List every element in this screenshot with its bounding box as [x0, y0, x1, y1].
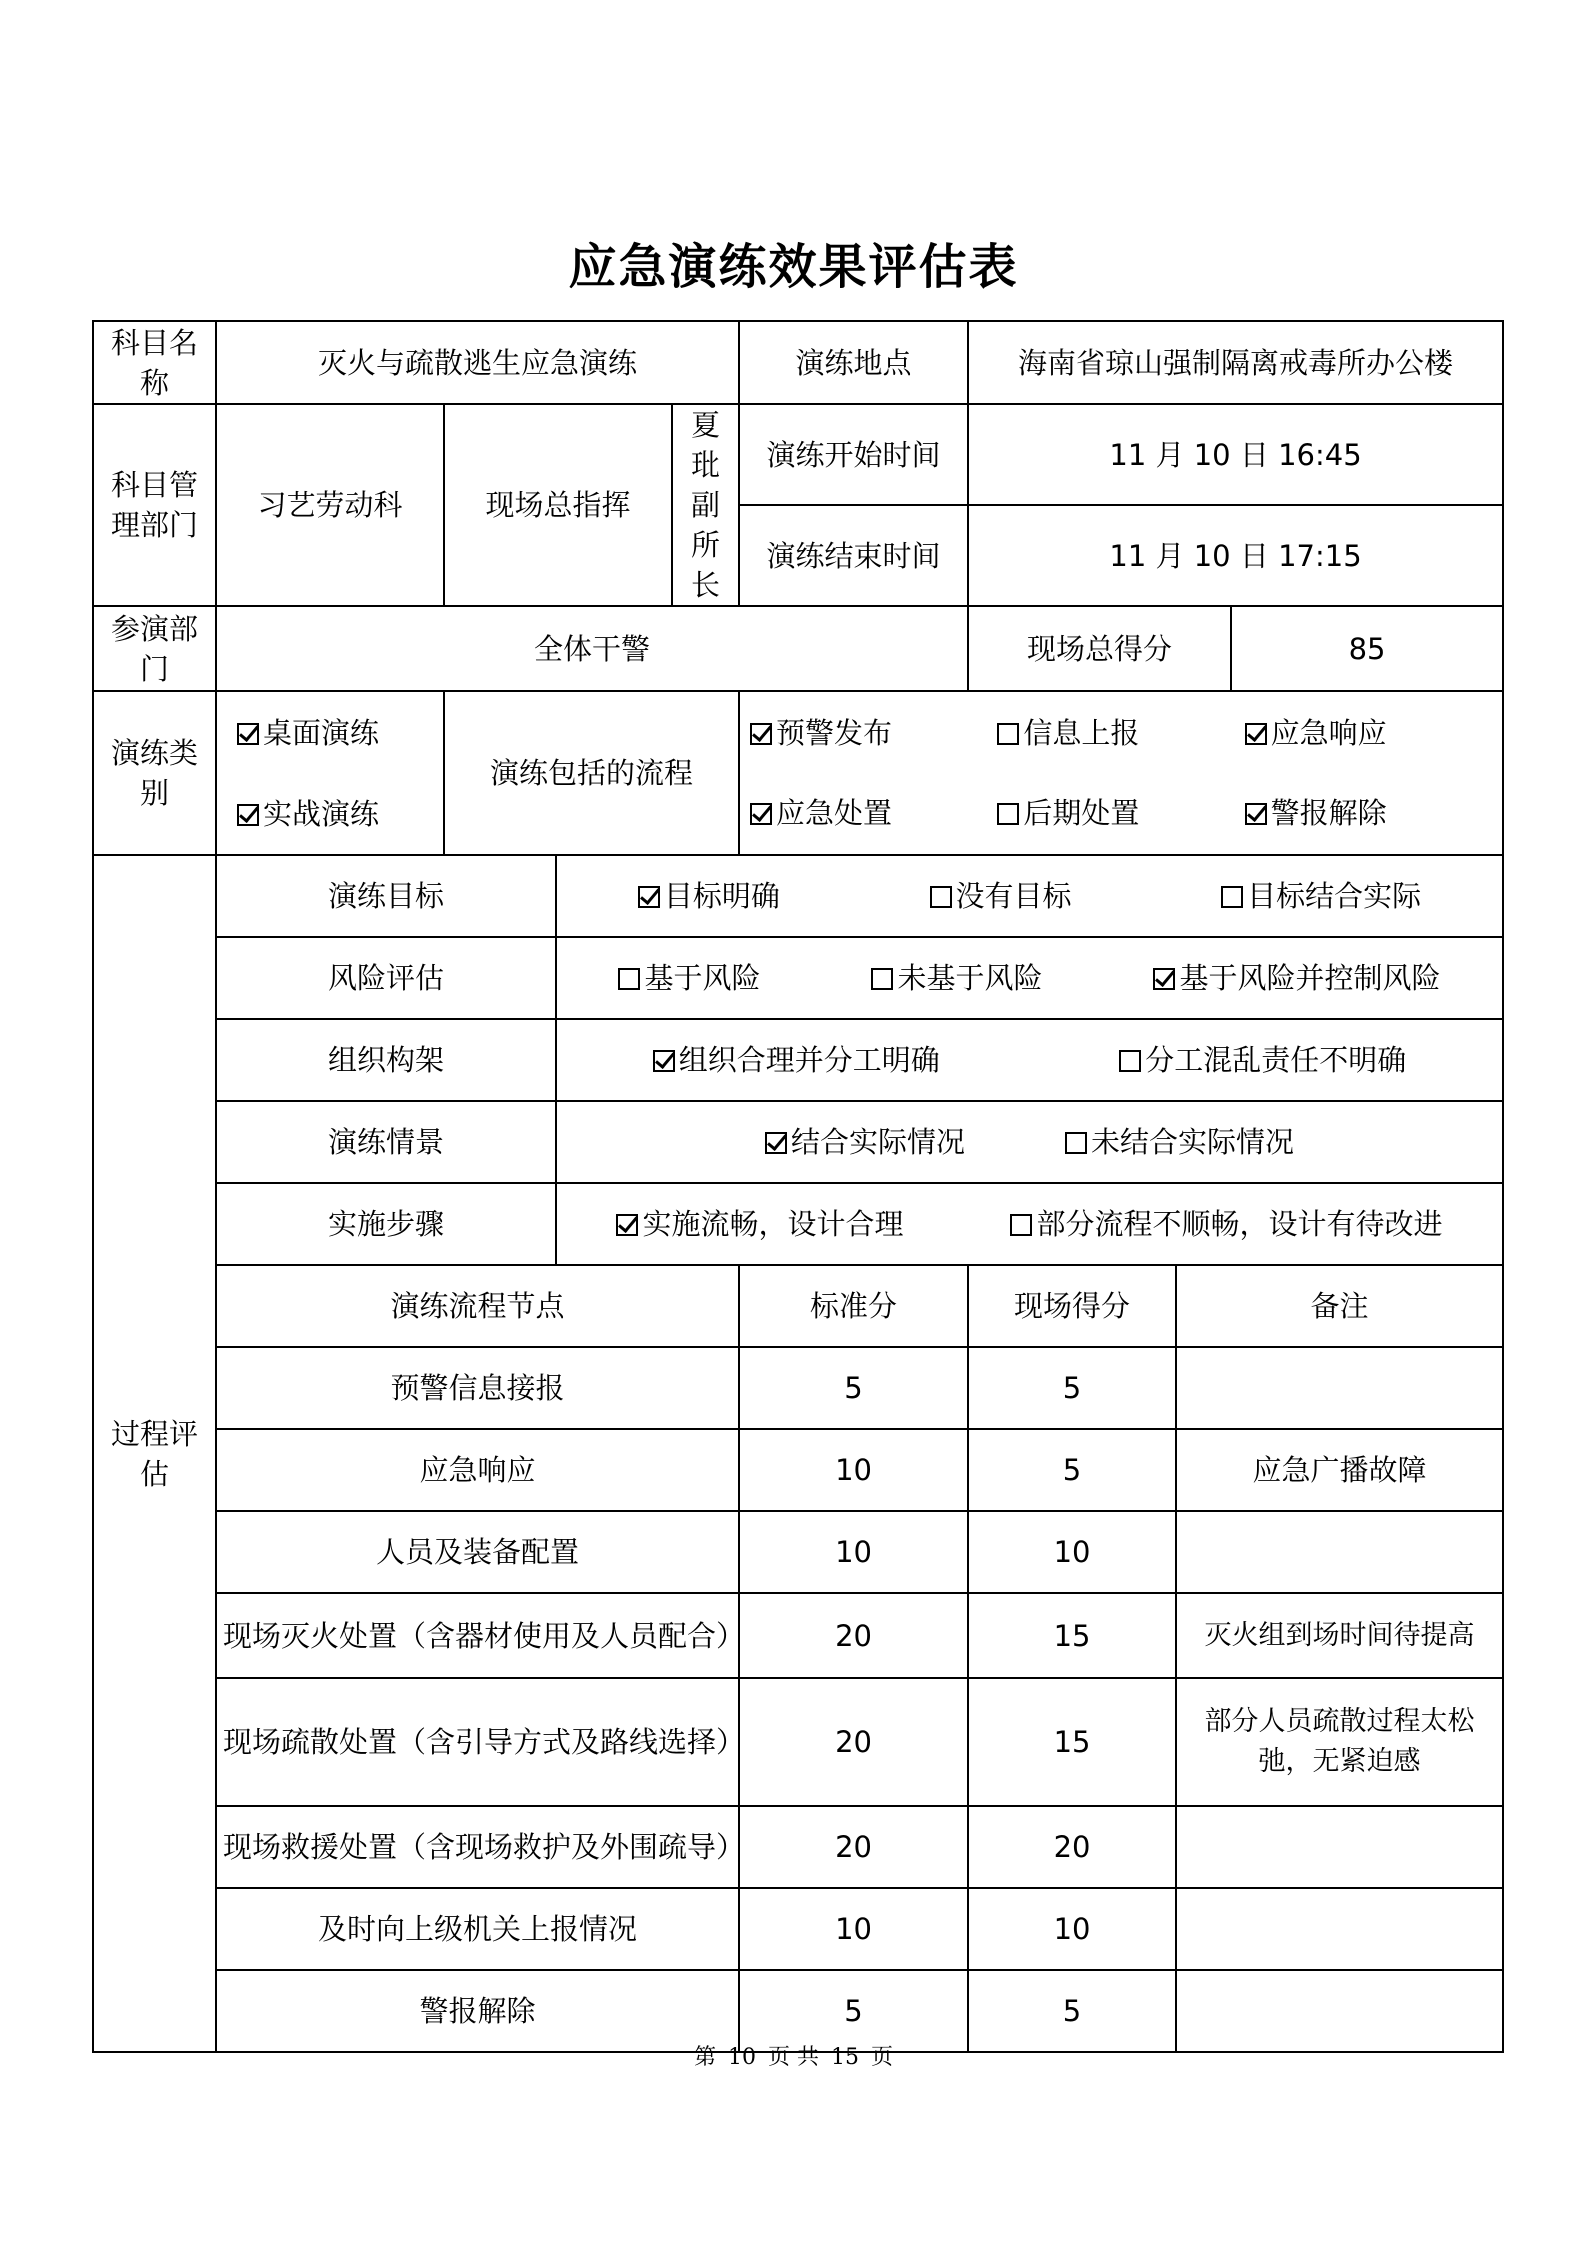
checkbox-icon[interactable] [237, 804, 259, 826]
checkbox-icon[interactable] [237, 723, 259, 745]
process-option[interactable]: 警报解除 [1245, 793, 1492, 833]
score-cell: 15 [968, 1678, 1176, 1806]
standard-cell: 5 [739, 1970, 968, 2052]
page-footer: 第 10 页 共 15 页 [693, 2045, 894, 2070]
score-header-score: 现场得分 [968, 1265, 1176, 1347]
checkbox-icon[interactable] [1245, 723, 1267, 745]
remark-cell [1176, 1347, 1503, 1429]
checkbox-icon[interactable] [1065, 1132, 1087, 1154]
criterion-option[interactable]: 没有目标 [930, 876, 1072, 916]
location-label: 演练地点 [739, 321, 968, 404]
node-cell: 现场救援处置（含现场救护及外围疏导） [216, 1806, 739, 1888]
node-cell: 人员及装备配置 [216, 1511, 739, 1593]
checkbox-icon[interactable] [997, 803, 1019, 825]
standard-cell: 10 [739, 1888, 968, 1970]
criterion-option[interactable]: 分工混乱责任不明确 [1119, 1040, 1406, 1080]
node-cell: 及时向上级机关上报情况 [216, 1888, 739, 1970]
standard-cell: 20 [739, 1593, 968, 1678]
criterion-option[interactable]: 未结合实际情况 [1065, 1122, 1294, 1162]
criterion-name: 实施步骤 [216, 1183, 556, 1265]
score-cell: 10 [968, 1888, 1176, 1970]
management-dept-label: 科目管理部门 [93, 404, 216, 606]
table-row [93, 1347, 1503, 1429]
criterion-options [556, 937, 1503, 1019]
process-option[interactable]: 信息上报 [997, 713, 1244, 753]
node-cell: 警报解除 [216, 1970, 739, 2052]
standard-cell: 5 [739, 1347, 968, 1429]
page-title: 应急演练效果评估表 [568, 239, 1019, 295]
node-cell: 应急响应 [216, 1429, 739, 1511]
criterion-option[interactable]: 部分流程不顺畅，设计有待改进 [1010, 1204, 1442, 1244]
criterion-option[interactable]: 基于风险并控制风险 [1153, 958, 1440, 998]
remark-cell: 灭火组到场时间待提高 [1176, 1593, 1503, 1678]
node-cell: 现场疏散处置（含引导方式及路线选择） [216, 1678, 739, 1806]
process-option[interactable]: 应急处置 [750, 793, 997, 833]
checkbox-icon[interactable] [750, 723, 772, 745]
criterion-option[interactable]: 目标结合实际 [1221, 876, 1421, 916]
checkbox-icon[interactable] [1221, 886, 1243, 908]
management-dept-value: 习艺劳动科 [216, 404, 444, 606]
criterion-name: 风险评估 [216, 937, 556, 1019]
table-row [93, 1888, 1503, 1970]
page-number: 10 [728, 2045, 756, 2070]
standard-cell: 20 [739, 1806, 968, 1888]
table-row [93, 1806, 1503, 1888]
evaluation-form-table [92, 320, 1504, 2053]
score-cell: 15 [968, 1593, 1176, 1678]
score-cell: 10 [968, 1511, 1176, 1593]
process-flow-options [739, 691, 1503, 855]
end-time-value: 11 月 10 日 17:15 [968, 505, 1503, 606]
score-cell: 20 [968, 1806, 1176, 1888]
subject-name-value: 灭火与疏散逃生应急演练 [216, 321, 739, 404]
subject-name-label: 科目名称 [93, 321, 216, 404]
criterion-option[interactable]: 未基于风险 [871, 958, 1042, 998]
process-option[interactable]: 后期处置 [997, 793, 1244, 833]
remark-cell [1176, 1806, 1503, 1888]
checkbox-icon[interactable] [1010, 1214, 1032, 1236]
checkbox-icon[interactable] [930, 886, 952, 908]
drill-type-options [216, 691, 444, 855]
table-row [93, 1593, 1503, 1678]
table-row [93, 1678, 1503, 1806]
drill-type-option[interactable]: 实战演练 [237, 794, 379, 834]
standard-cell: 10 [739, 1429, 968, 1511]
criterion-options [556, 1183, 1503, 1265]
process-option[interactable]: 应急响应 [1245, 713, 1492, 753]
end-time-label: 演练结束时间 [739, 505, 968, 606]
total-pages: 15 [831, 2045, 859, 2070]
checkbox-icon[interactable] [765, 1132, 787, 1154]
participants-value: 全体干警 [216, 606, 968, 691]
table-row [93, 1511, 1503, 1593]
score-cell: 5 [968, 1347, 1176, 1429]
node-cell: 预警信息接报 [216, 1347, 739, 1429]
criterion-option[interactable]: 目标明确 [638, 876, 780, 916]
process-eval-label: 过程评估 [93, 855, 216, 2052]
checkbox-icon[interactable] [1119, 1050, 1141, 1072]
checkbox-icon[interactable] [638, 886, 660, 908]
score-header-node: 演练流程节点 [216, 1265, 739, 1347]
location-value: 海南省琼山强制隔离戒毒所办公楼 [968, 321, 1503, 404]
score-cell: 5 [968, 1970, 1176, 2052]
criterion-options [556, 1101, 1503, 1183]
criterion-option[interactable]: 结合实际情况 [765, 1122, 965, 1162]
drill-type-label: 演练类别 [93, 691, 216, 855]
score-cell: 5 [968, 1429, 1176, 1511]
table-row [93, 1429, 1503, 1511]
start-time-label: 演练开始时间 [739, 404, 968, 505]
start-time-value: 11 月 10 日 16:45 [968, 404, 1503, 505]
total-score-value: 85 [1231, 606, 1503, 691]
drill-type-option[interactable]: 桌面演练 [237, 713, 379, 753]
checkbox-icon[interactable] [618, 968, 640, 990]
score-header-standard: 标准分 [739, 1265, 968, 1347]
commander-value: 夏玭副所长 [672, 404, 739, 606]
participants-label: 参演部门 [93, 606, 216, 691]
total-score-label: 现场总得分 [968, 606, 1231, 691]
checkbox-icon[interactable] [997, 723, 1019, 745]
criterion-option[interactable]: 基于风险 [618, 958, 760, 998]
process-option[interactable]: 预警发布 [750, 713, 997, 753]
standard-cell: 20 [739, 1678, 968, 1806]
remark-cell [1176, 1511, 1503, 1593]
criterion-option[interactable]: 组织合理并分工明确 [653, 1040, 940, 1080]
checkbox-icon[interactable] [653, 1050, 675, 1072]
criterion-name: 组织构架 [216, 1019, 556, 1101]
criterion-option[interactable]: 实施流畅，设计合理 [616, 1204, 903, 1244]
remark-cell [1176, 1888, 1503, 1970]
remark-cell: 应急广播故障 [1176, 1429, 1503, 1511]
commander-label: 现场总指挥 [444, 404, 672, 606]
checkbox-icon[interactable] [1153, 968, 1175, 990]
checkbox-icon[interactable] [750, 803, 772, 825]
checkbox-icon[interactable] [1245, 803, 1267, 825]
criterion-options [556, 855, 1503, 937]
node-cell: 现场灭火处置（含器材使用及人员配合） [216, 1593, 739, 1678]
process-flow-label: 演练包括的流程 [444, 691, 739, 855]
standard-cell: 10 [739, 1511, 968, 1593]
criterion-name: 演练情景 [216, 1101, 556, 1183]
criterion-name: 演练目标 [216, 855, 556, 937]
remark-cell: 部分人员疏散过程太松弛，无紧迫感 [1176, 1678, 1503, 1806]
criterion-options [556, 1019, 1503, 1101]
checkbox-icon[interactable] [871, 968, 893, 990]
checkbox-icon[interactable] [616, 1214, 638, 1236]
score-header-remark: 备注 [1176, 1265, 1503, 1347]
